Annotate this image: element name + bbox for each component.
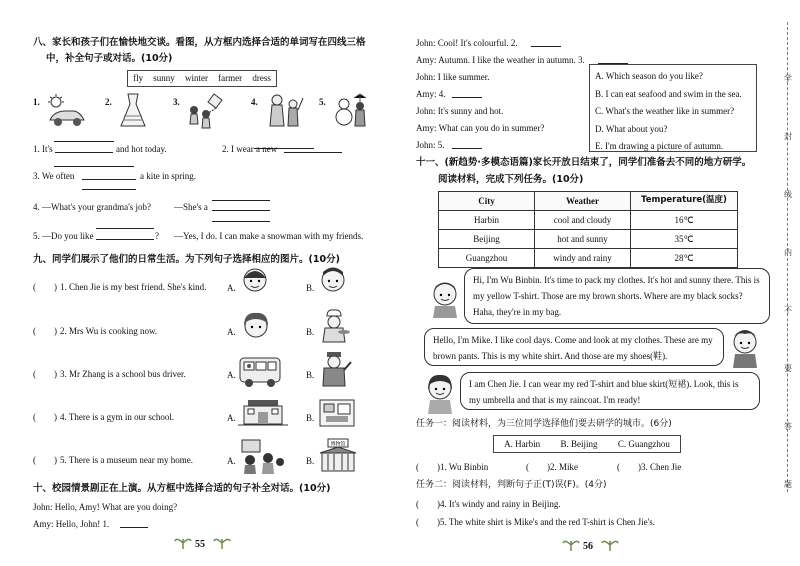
table-cell: 28℃ <box>631 249 738 268</box>
word-sunny: sunny <box>153 73 175 84</box>
table-row <box>439 230 738 249</box>
margin-char-2: 封 <box>784 132 792 141</box>
task2-item-4[interactable]: ( )4. It's windy and rainy in Beijing. <box>416 499 561 509</box>
leaf-left-icon-2 <box>212 535 232 551</box>
dialog-line1: John: Cool! It's colourful. 2. <box>416 38 518 48</box>
leaf-right-icon <box>561 537 581 553</box>
s9-a-3: A. <box>227 370 236 380</box>
grandma-farmer-picture <box>265 92 305 130</box>
s9-b-1: B. <box>306 283 315 293</box>
q1-text-b: and hot today. <box>116 144 167 154</box>
city-option-a: A. Harbin <box>504 438 541 449</box>
option-b: B. I can eat seafood and swim in the sea. <box>595 88 742 99</box>
bubble-wu-binbin: Hi, I'm Wu Binbin. It's time to pack my clothes. It's hot and sunny there. This is my yellow T-shirt. Those are my brown shorts. Where are my black socks? Haha, they're in my bag. <box>464 268 770 324</box>
table-header-weather: Weather <box>535 192 631 211</box>
s9-a-2: A. <box>227 327 236 337</box>
margin-char-4: 内 <box>784 248 792 257</box>
table-cell: windy and rainy <box>535 249 631 268</box>
s9-paren-5[interactable]: ( ) <box>33 455 57 465</box>
s9-b-2: B. <box>306 327 315 337</box>
s9-b-4: B. <box>306 413 315 423</box>
q2-text-a: 2. I wear a new <box>222 144 278 154</box>
gym-building-picture <box>238 398 288 428</box>
dialog-answer4-input[interactable] <box>452 89 482 98</box>
city-options-box <box>493 435 681 453</box>
q4-text-b: —She's a <box>174 202 208 212</box>
table-row <box>439 249 738 268</box>
option-a: A. Which season do you like? <box>595 71 703 81</box>
s9-paren-3[interactable]: ( ) <box>33 369 57 379</box>
s9-b-3: B. <box>306 370 315 380</box>
q2-answer-input[interactable] <box>284 144 342 153</box>
q4-text-a: 4. —What's your grandma's job? <box>33 202 151 212</box>
fourline-row1 <box>54 133 114 142</box>
pic-num-1: 1. <box>33 97 40 107</box>
word-winter: winter <box>184 73 208 84</box>
table-cell: cool and cloudy <box>535 211 631 230</box>
dialog-line2: Amy: Autumn. I like the weather in autumn. 3. <box>416 55 585 65</box>
margin-char-1: 学 <box>784 74 792 83</box>
s9-text-2: 2. Mrs Wu is cooking now. <box>60 326 158 336</box>
kite-kids-picture <box>184 92 230 130</box>
table-cell: 16℃ <box>631 211 738 230</box>
fourline-row3b <box>82 181 136 190</box>
task1-title: 任务一：阅读材料，为三位同学选择他们要去研学的城市。(6分) <box>416 419 672 429</box>
bubble-mike: Hello, I'm Mike. I like cool days. Come and look at my clothes. These are my brown pants. This is my white shirt. And those are my shoes(鞋). <box>424 328 724 366</box>
q4-answer-input[interactable] <box>212 202 270 211</box>
cook-picture <box>318 308 350 344</box>
word-dress: dress <box>252 73 271 84</box>
s8-title-line2: 中，补全句子或对话。(10分) <box>46 53 173 64</box>
s9-text-4: 4. There is a gym in our school. <box>60 412 175 422</box>
chen-jie-avatar <box>422 372 458 414</box>
q5-text-a: 5. —Do you like <box>33 231 94 241</box>
bus-driver-picture <box>238 352 282 388</box>
q3-text-a: 3. We often <box>33 171 75 181</box>
city-option-c: C. Guangzhou <box>617 438 670 449</box>
table-cell: Beijing <box>439 230 535 249</box>
bubble-chen-jie: I am Chen Jie. I can wear my red T-shirt and blue skirt(短裙). Look, this is my umbrella and that is my raincoat. I'm ready! <box>460 372 760 410</box>
margin-char-6: 要 <box>784 364 792 373</box>
s9-paren-1[interactable]: ( ) <box>33 282 57 292</box>
museum-sign-text: 博物馆 <box>330 441 346 448</box>
dialog-line5: John: It's sunny and hot. <box>416 106 504 116</box>
visitors-picture <box>238 438 286 474</box>
weather-table <box>438 191 738 268</box>
dialog-answer2-input[interactable] <box>531 38 561 47</box>
options-box <box>589 64 757 152</box>
margin-char-5: 不 <box>784 306 792 315</box>
q3-answer-input[interactable] <box>82 171 136 180</box>
boy-face-picture <box>318 266 348 298</box>
q5-text-c: —Yes, I do. I can make a snowman with my friends. <box>174 231 364 241</box>
museum-building-picture <box>318 438 358 474</box>
table-cell: 35℃ <box>631 230 738 249</box>
s9-a-4: A. <box>227 413 236 423</box>
task2-title: 任务二：阅读材料，判断句子正(T)误(F)。(4分) <box>416 480 607 490</box>
table-row <box>439 211 738 230</box>
s9-b-5: B. <box>306 456 315 466</box>
option-e: E. I'm drawing a picture of autumn. <box>595 141 724 152</box>
s8-title-line1: 八、家长和孩子们在愉快地交谈。看图，从方框内选择合适的单词写在四线三格 <box>33 37 366 48</box>
table-header-temperature: Temperature(温度) <box>631 192 738 211</box>
dialog-line7: John: 5. <box>416 140 445 150</box>
classroom-picture <box>318 398 356 428</box>
pic-num-5: 5. <box>319 97 326 107</box>
s10-line1: John: Hello, Amy! What are you doing? <box>33 502 178 512</box>
s10-answer1-input[interactable] <box>120 519 148 528</box>
dialog-line4: Amy: 4. <box>416 89 446 99</box>
mike-avatar <box>726 326 764 368</box>
q5-answer-input[interactable] <box>96 231 154 240</box>
s11-title-line1: 十一、(新趋势·多模态语篇)家长开放日结束了，同学们准备去不同的地方研学。 <box>416 157 752 168</box>
sun-car-picture <box>44 94 90 130</box>
pic-num-4: 4. <box>251 97 258 107</box>
q1-answer-input[interactable] <box>55 144 113 153</box>
dialog-line6: Amy: What can you do in summer? <box>416 123 545 133</box>
margin-char-8: 题 <box>784 480 792 489</box>
pic-num-3: 3. <box>173 97 180 107</box>
s9-a-1: A. <box>227 283 236 293</box>
option-d: D. What about you? <box>595 123 668 134</box>
s9-paren-2[interactable]: ( ) <box>33 326 57 336</box>
s9-text-3: 3. Mr Zhang is a school bus driver. <box>60 369 186 379</box>
task1-item-2[interactable]: ( )2. Mike <box>526 462 578 472</box>
leaf-left-icon <box>173 535 193 551</box>
s9-text-5: 5. There is a museum near my home. <box>60 455 194 465</box>
fourline-row4b <box>212 213 270 222</box>
pic-num-2: 2. <box>105 97 112 107</box>
word-fly: fly <box>133 73 144 84</box>
margin-char-7: 答 <box>784 422 792 431</box>
table-cell: Guangzhou <box>439 249 535 268</box>
leaf-right-icon-2 <box>600 537 620 553</box>
fourline-row3 <box>54 158 134 167</box>
table-cell: Harbin <box>439 211 535 230</box>
s9-text-1: 1. Chen Jie is my best friend. She's kind. <box>60 282 207 292</box>
page-number-left: 55 <box>195 539 205 550</box>
s9-title: 九、同学们展示了他们的日常生活。为下列句子选择相应的图片。(10分) <box>33 254 340 265</box>
snowman-picture <box>330 92 370 130</box>
police-picture <box>318 350 352 388</box>
page-number-right: 56 <box>583 541 593 552</box>
dialog-answer3-input[interactable] <box>598 55 628 64</box>
q5-text-b: ? <box>155 231 159 241</box>
s10-line2: Amy: Hello, John! 1. <box>33 519 110 529</box>
s9-paren-4[interactable]: ( ) <box>33 412 57 422</box>
margin-char-3: 线 <box>784 190 792 199</box>
word-box <box>127 70 277 87</box>
city-option-b: B. Beijing <box>560 438 598 449</box>
table-header-city: City <box>439 192 535 211</box>
dress-picture <box>118 92 148 128</box>
task1-item-3[interactable]: ( )3. Chen Jie <box>617 462 682 472</box>
s9-a-5: A. <box>227 456 236 466</box>
fourline-row4 <box>212 192 270 201</box>
s11-title-line2: 阅读材料，完成下列任务。(10分) <box>438 174 584 185</box>
dialog-answer5-input[interactable] <box>452 140 482 149</box>
task2-item-5[interactable]: ( )5. The white shirt is Mike's and the red T-shirt is Chen Jie's. <box>416 517 656 527</box>
option-c: C. What's the weather like in summer? <box>595 106 735 117</box>
word-farmer: farmer <box>218 73 243 84</box>
s10-title: 十、校园情景剧正在上演。从方框中选择合适的句子补全对话。(10分) <box>33 483 331 494</box>
dialog-line3: John: I like summer. <box>416 72 490 82</box>
woman-face-picture <box>240 310 272 344</box>
fourline-row5 <box>96 220 154 229</box>
wu-binbin-avatar <box>427 278 463 318</box>
girl-face-picture <box>240 266 270 298</box>
q3-text-b: a kite in spring. <box>140 171 196 181</box>
task1-item-1[interactable]: ( )1. Wu Binbin <box>416 462 489 472</box>
table-cell: hot and sunny <box>535 230 631 249</box>
q1-text-a: 1. It's <box>33 144 53 154</box>
